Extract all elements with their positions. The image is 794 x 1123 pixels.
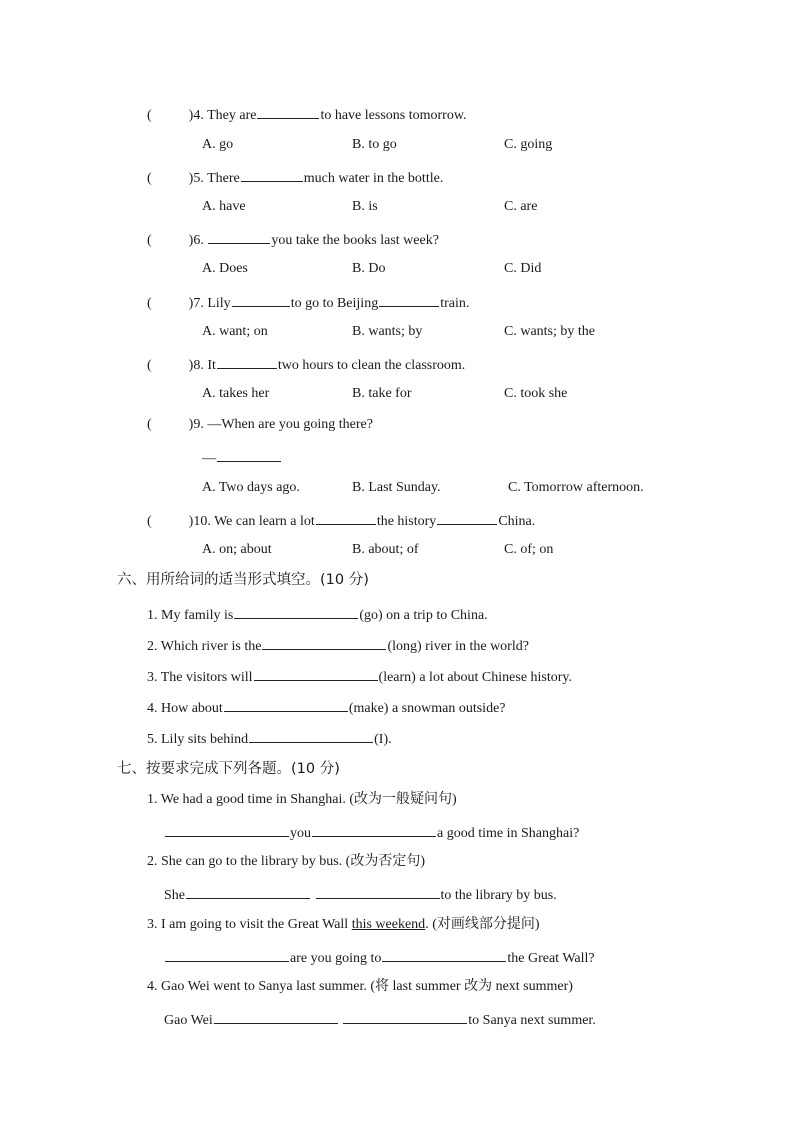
answer-blank[interactable] xyxy=(165,947,289,962)
paren-open: ( xyxy=(147,514,152,529)
option-b[interactable]: B. Last Sunday. xyxy=(352,480,441,495)
option-a[interactable]: A. takes her xyxy=(202,386,270,401)
task-3-answer xyxy=(164,947,595,968)
option-b[interactable]: B. Do xyxy=(352,261,386,276)
option-a[interactable]: A. on; about xyxy=(202,542,272,557)
item-text: 2. Which river is the xyxy=(147,639,262,654)
answer-blank[interactable] xyxy=(208,229,270,244)
item-text: (long) river in the world? xyxy=(387,639,529,654)
answer-text: the Great Wall? xyxy=(507,951,595,966)
prompt-text: 3. I am going to visit the Great Wall xyxy=(147,917,352,932)
fill-item-1 xyxy=(147,604,488,625)
paren-open: ( xyxy=(147,233,152,248)
option-c[interactable]: C. took she xyxy=(504,386,568,401)
item-text: (make) a snowman outside? xyxy=(348,701,506,716)
answer-blank[interactable] xyxy=(379,292,439,307)
fill-item-2 xyxy=(147,635,529,656)
mc-question-7 xyxy=(147,292,469,313)
task-4-answer xyxy=(164,1009,596,1030)
item-text: (go) on a trip to China. xyxy=(359,608,488,623)
answer-text: Gao Wei xyxy=(164,1013,213,1028)
question-text: They are xyxy=(207,108,257,123)
question-text: to go to Beijing xyxy=(290,296,379,311)
answer-blank[interactable] xyxy=(217,447,281,462)
option-c[interactable]: C. are xyxy=(504,199,538,214)
fill-item-3 xyxy=(147,666,572,687)
answer-blank[interactable] xyxy=(234,604,358,619)
option-c[interactable]: C. Tomorrow afternoon. xyxy=(508,480,644,495)
answer-blank[interactable] xyxy=(249,728,373,743)
answer-blank[interactable] xyxy=(316,510,376,525)
question-text: China. xyxy=(498,514,536,529)
fill-item-5 xyxy=(147,728,392,749)
option-c[interactable]: C. of; on xyxy=(504,542,554,557)
paren-open: ( xyxy=(147,296,152,311)
question-number: )10. xyxy=(188,514,211,529)
answer-blank[interactable] xyxy=(186,884,310,899)
question-text: the history xyxy=(376,514,437,529)
answer-blank[interactable] xyxy=(382,947,506,962)
mc-question-9 xyxy=(147,416,373,434)
answer-blank[interactable] xyxy=(241,167,303,182)
item-text: 3. The visitors will xyxy=(147,670,253,685)
item-text: 1. My family is xyxy=(147,608,234,623)
question-number: )9. xyxy=(188,417,204,432)
answer-text: She xyxy=(164,888,185,903)
question-number: )8. xyxy=(188,358,204,373)
answer-blank[interactable] xyxy=(257,104,319,119)
item-text: 4. How about xyxy=(147,701,223,716)
question-text: much water in the bottle. xyxy=(303,171,444,186)
section-6-title: 六、用所给词的适当形式填空。(10 分) xyxy=(117,572,369,588)
answer-text: you xyxy=(290,826,311,841)
paren-open: ( xyxy=(147,108,152,123)
task-1-answer xyxy=(164,822,579,843)
answer-blank[interactable] xyxy=(214,1009,338,1024)
answer-blank[interactable] xyxy=(312,822,436,837)
answer-blank[interactable] xyxy=(262,635,386,650)
question-text: two hours to clean the classroom. xyxy=(277,358,466,373)
answer-text: are you going to xyxy=(290,951,382,966)
question-text: —When are you going there? xyxy=(207,417,373,432)
answer-blank[interactable] xyxy=(232,292,290,307)
mc-question-8 xyxy=(147,354,465,375)
option-a[interactable]: A. want; on xyxy=(202,324,268,339)
mc-question-6 xyxy=(147,229,439,250)
question-text: train. xyxy=(440,296,470,311)
question-text: Lily xyxy=(207,296,231,311)
question-number: )7. xyxy=(188,296,204,311)
item-text: (learn) a lot about Chinese history. xyxy=(378,670,573,685)
task-1-prompt: 1. We had a good time in Shanghai. (改为一般疑问句) xyxy=(147,792,457,807)
option-b[interactable]: B. wants; by xyxy=(352,324,423,339)
paren-open: ( xyxy=(147,358,152,373)
question-text: you take the books last week? xyxy=(271,233,439,248)
question-number: )6. xyxy=(188,233,204,248)
answer-blank[interactable] xyxy=(217,354,277,369)
task-3-prompt xyxy=(147,916,540,934)
question-number: )4. xyxy=(188,108,204,123)
paren-open: ( xyxy=(147,417,152,432)
answer-blank[interactable] xyxy=(224,697,348,712)
option-c[interactable]: C. Did xyxy=(504,261,542,276)
mc-question-5 xyxy=(147,167,443,188)
task-2-prompt: 2. She can go to the library by bus. (改为否定句) xyxy=(147,854,426,869)
question-text: We can learn a lot xyxy=(214,514,315,529)
option-b[interactable]: B. to go xyxy=(352,137,397,152)
item-text: 5. Lily sits behind xyxy=(147,732,249,747)
option-b[interactable]: B. about; of xyxy=(352,542,419,557)
dialogue-answer-line xyxy=(202,447,282,468)
section-7-title: 七、按要求完成下列各题。(10 分) xyxy=(117,761,340,777)
option-b[interactable]: B. take for xyxy=(352,386,412,401)
question-text: It xyxy=(207,358,216,373)
option-a[interactable]: A. have xyxy=(202,199,246,214)
prompt-text: . (对画线部分提问) xyxy=(425,917,540,932)
mc-question-4 xyxy=(147,104,467,125)
task-2-answer xyxy=(164,884,557,905)
underlined-phrase: this weekend xyxy=(351,917,426,932)
answer-blank[interactable] xyxy=(165,822,289,837)
task-4-prompt: 4. Gao Wei went to Sanya last summer. (将 last summer 改为 next summer) xyxy=(147,979,573,994)
fill-item-4 xyxy=(147,697,506,718)
answer-text: a good time in Shanghai? xyxy=(437,826,580,841)
answer-text: to Sanya next summer. xyxy=(468,1013,596,1028)
option-a[interactable]: A. go xyxy=(202,137,234,152)
option-a[interactable]: A. Two days ago. xyxy=(202,480,300,495)
item-text: (I). xyxy=(374,732,392,747)
mc-question-10 xyxy=(147,510,535,531)
answer-blank[interactable] xyxy=(437,510,497,525)
option-c[interactable]: C. going xyxy=(504,137,553,152)
question-text: There xyxy=(207,171,240,186)
answer-blank[interactable] xyxy=(343,1009,467,1024)
answer-blank[interactable] xyxy=(254,666,378,681)
option-c[interactable]: C. wants; by the xyxy=(504,324,595,339)
paren-open: ( xyxy=(147,171,152,186)
question-number: )5. xyxy=(188,171,204,186)
answer-text: to the library by bus. xyxy=(440,888,557,903)
option-a[interactable]: A. Does xyxy=(202,261,248,276)
option-b[interactable]: B. is xyxy=(352,199,378,214)
dash: — xyxy=(202,451,216,466)
answer-blank[interactable] xyxy=(316,884,440,899)
question-text: to have lessons tomorrow. xyxy=(320,108,467,123)
